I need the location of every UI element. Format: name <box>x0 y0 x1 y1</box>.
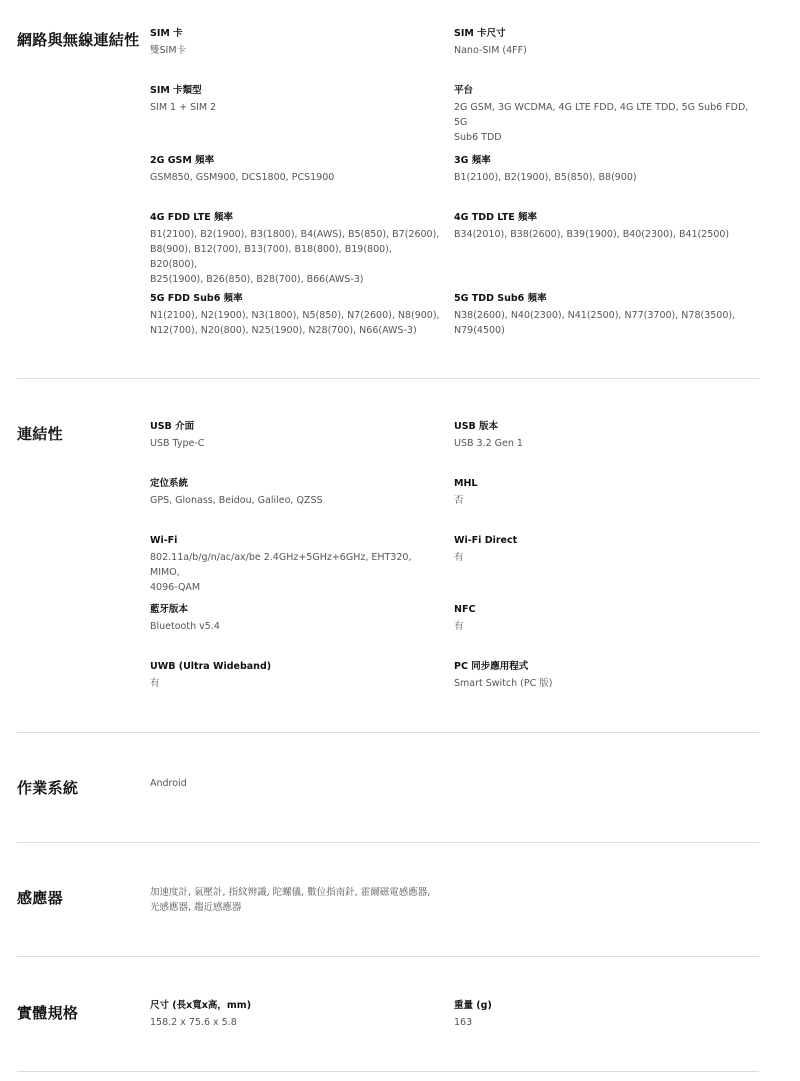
section-title-connectivity: 連結性 <box>17 425 63 443</box>
spec-value-mhl: 否 <box>454 495 464 506</box>
spec-value-uwb: 有 <box>150 678 160 689</box>
spec-label-sim: SIM 卡 <box>150 28 183 39</box>
spec-label-3g-freq: 3G 頻率 <box>454 155 491 166</box>
spec-value-wifi-direct: 有 <box>454 552 464 563</box>
spec-label-gsm-freq: 2G GSM 頻率 <box>150 155 215 166</box>
spec-fdd-sub6 <box>150 292 440 338</box>
spec-value-sensors: 加速度計, 氣壓計, 指紋辨識, 陀螺儀, 數位指南針, 霍爾磁電感應器, 光感應器, 趨近感應器 <box>150 887 431 913</box>
spec-tdd-lte <box>454 211 754 242</box>
spec-dimensions <box>150 999 440 1030</box>
spec-value-nfc: 有 <box>454 621 464 632</box>
spec-value-usb-version: USB 3.2 Gen 1 <box>454 438 523 449</box>
spec-usb-version <box>454 420 754 451</box>
spec-os <box>150 776 440 791</box>
spec-location <box>150 477 440 508</box>
spec-value-tdd-sub6: N38(2600), N40(2300), N41(2500), N77(3700), N78(3500), N79(4500) <box>454 310 736 336</box>
spec-tdd-sub6 <box>454 292 754 338</box>
spec-value-sim-type: SIM 1 + SIM 2 <box>150 102 217 113</box>
spec-pc-sync <box>454 660 754 691</box>
spec-sim-size <box>454 27 754 58</box>
spec-label-usb-version: USB 版本 <box>454 421 499 432</box>
spec-sim <box>150 27 440 58</box>
spec-wifi-direct <box>454 534 754 565</box>
spec-label-nfc: NFC <box>454 604 476 615</box>
spec-label-pc-sync: PC 同步應用程式 <box>454 661 529 672</box>
spec-value-sim: 雙SIM卡 <box>150 45 187 56</box>
spec-value-gsm-freq: GSM850, GSM900, DCS1800, PCS1900 <box>150 172 335 183</box>
spec-label-wifi: Wi-Fi <box>150 535 178 546</box>
spec-label-bluetooth: 藍牙版本 <box>150 604 189 615</box>
spec-platform <box>454 84 754 145</box>
spec-value-3g-freq: B1(2100), B2(1900), B5(850), B8(900) <box>454 172 637 183</box>
spec-label-weight: 重量 (g) <box>454 1000 492 1011</box>
section-title-network: 網路與無線連結性 <box>17 31 140 49</box>
spec-label-location: 定位系統 <box>150 478 189 489</box>
spec-value-weight: 163 <box>454 1017 473 1028</box>
spec-weight <box>454 999 754 1030</box>
spec-label-usb-interface: USB 介面 <box>150 421 195 432</box>
spec-label-wifi-direct: Wi-Fi Direct <box>454 535 518 546</box>
spec-label-mhl: MHL <box>454 478 478 489</box>
section-divider <box>17 732 759 733</box>
spec-label-tdd-sub6: 5G TDD Sub6 頻率 <box>454 293 547 304</box>
spec-value-fdd-lte: B1(2100), B2(1900), B3(1800), B4(AWS), B5(850), B7(2600), B8(900), B12(700), B13(700), B18(800), B19(800), B20(800), B25(1900), B26(850), B28(700), B66(AWS-3) <box>150 229 440 285</box>
spec-label-dimensions: 尺寸 (長x寬x高，mm) <box>150 1000 252 1011</box>
spec-gsm-freq <box>150 154 440 185</box>
spec-value-usb-interface: USB Type-C <box>150 438 205 449</box>
section-divider <box>17 842 759 843</box>
spec-label-fdd-lte: 4G FDD LTE 頻率 <box>150 212 234 223</box>
section-title-physical: 實體規格 <box>17 1004 79 1022</box>
spec-bluetooth <box>150 603 440 634</box>
spec-value-dimensions: 158.2 x 75.6 x 5.8 <box>150 1017 237 1028</box>
spec-label-tdd-lte: 4G TDD LTE 頻率 <box>454 212 538 223</box>
spec-fdd-lte <box>150 211 440 287</box>
section-divider <box>17 1071 759 1072</box>
section-title-os: 作業系統 <box>17 779 79 797</box>
spec-nfc <box>454 603 754 634</box>
section-title-sensors: 感應器 <box>17 889 63 907</box>
spec-label-platform: 平台 <box>454 85 474 96</box>
spec-value-platform: 2G GSM, 3G WCDMA, 4G LTE FDD, 4G LTE TDD, 5G Sub6 FDD, 5G Sub6 TDD <box>454 102 749 143</box>
section-divider <box>17 378 759 379</box>
spec-usb-interface <box>150 420 440 451</box>
spec-wifi <box>150 534 440 595</box>
spec-value-fdd-sub6: N1(2100), N2(1900), N3(1800), N5(850), N7(2600), N8(900), N12(700), N20(800), N25(1900), N28(700), N66(AWS-3) <box>150 310 440 336</box>
spec-value-bluetooth: Bluetooth v5.4 <box>150 621 220 632</box>
spec-value-pc-sync: Smart Switch (PC 版) <box>454 678 553 689</box>
spec-value-tdd-lte: B34(2010), B38(2600), B39(1900), B40(2300), B41(2500) <box>454 229 730 240</box>
spec-label-sim-type: SIM 卡類型 <box>150 85 202 96</box>
spec-sim-type <box>150 84 440 115</box>
spec-label-fdd-sub6: 5G FDD Sub6 頻率 <box>150 293 243 304</box>
spec-value-wifi: 802.11a/b/g/n/ac/ax/be 2.4GHz+5GHz+6GHz, EHT320, MIMO, 4096-QAM <box>150 552 412 593</box>
spec-label-uwb: UWB (Ultra Wideband) <box>150 661 272 672</box>
spec-sensors <box>150 885 470 915</box>
spec-uwb <box>150 660 440 691</box>
spec-value-sim-size: Nano-SIM (4FF) <box>454 45 527 56</box>
spec-label-sim-size: SIM 卡尺寸 <box>454 28 506 39</box>
section-divider <box>17 956 759 957</box>
spec-value-os: Android <box>150 778 187 789</box>
spec-3g-freq <box>454 154 754 185</box>
spec-value-location: GPS, Glonass, Beidou, Galileo, QZSS <box>150 495 323 506</box>
spec-mhl <box>454 477 754 508</box>
